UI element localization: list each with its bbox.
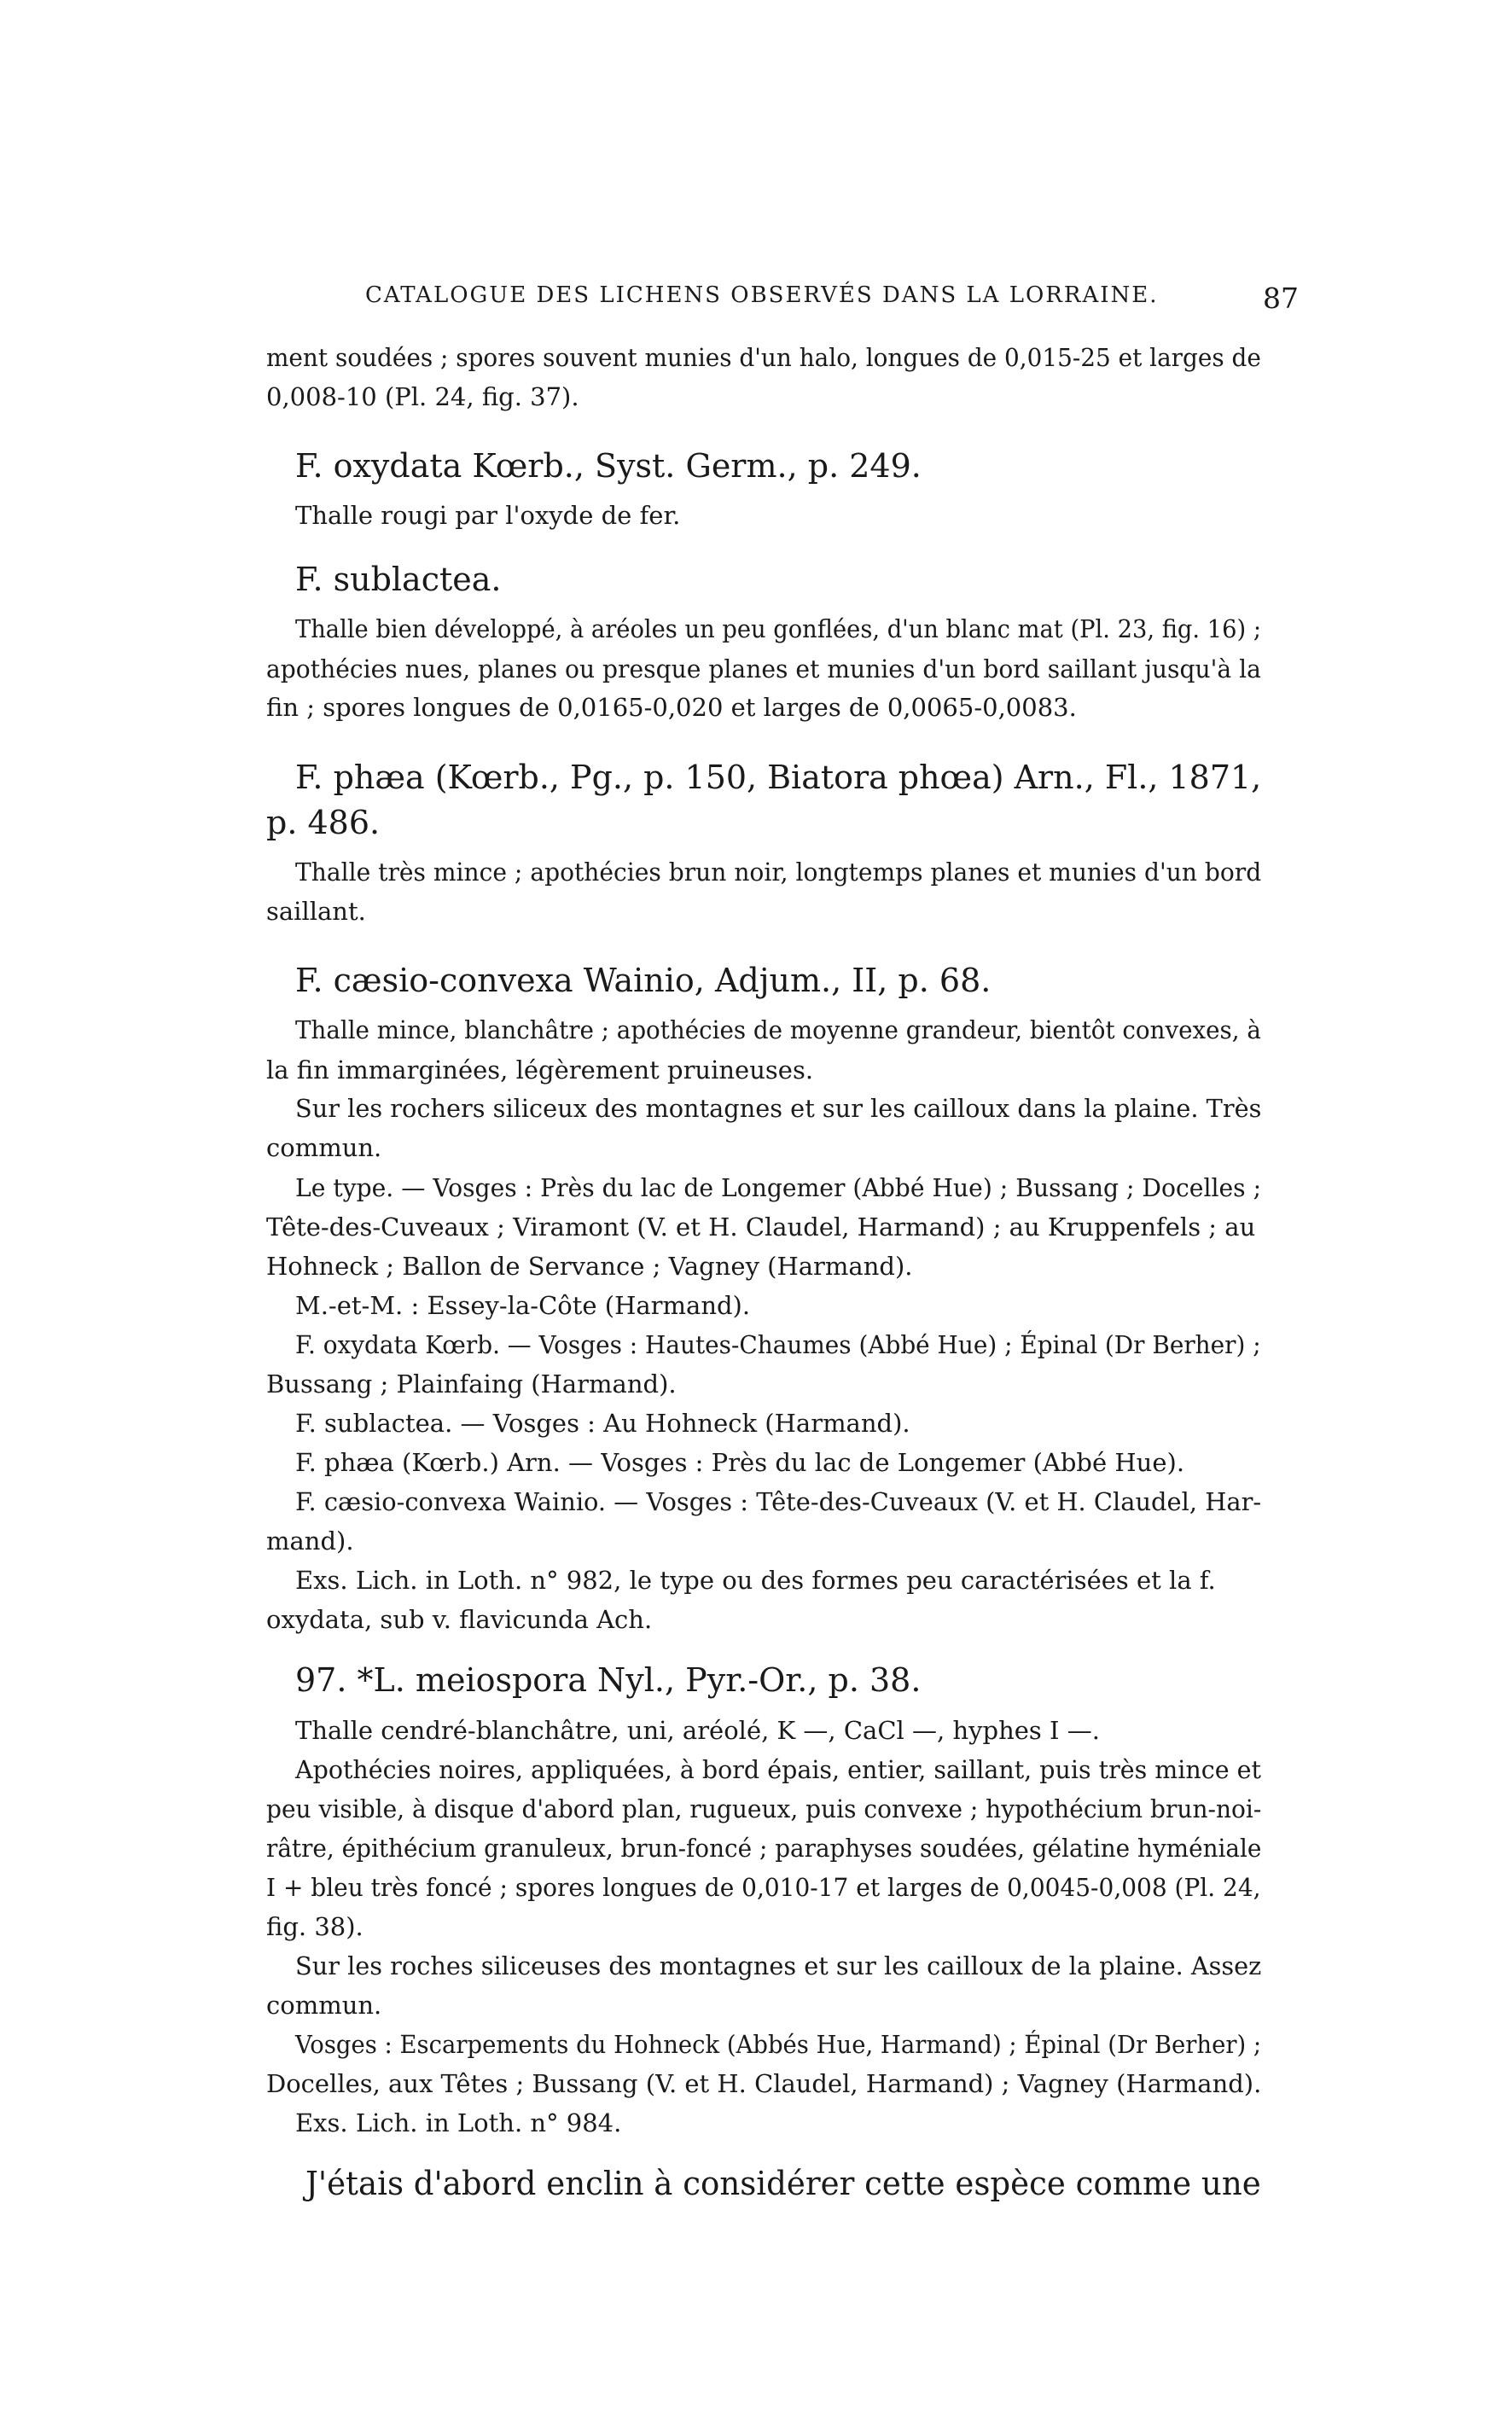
text-line: M.-et-M. : Essey-la-Côte (Harmand). [295, 1291, 751, 1320]
text-line: Thalle bien développé, à aréoles un peu gonflées, d'un blanc mat (Pl. 23, fig. 16) ; [295, 614, 1262, 643]
text-line: F. phæa (Kœrb.) Arn. — Vosges : Près du lac de Longemer (Abbé Hue). [295, 1448, 1185, 1477]
heading-form-sublactea: F. sublactea. [295, 561, 502, 598]
text-line: F. oxydata Kœrb. — Vosges : Hautes-Chaumes (Abbé Hue) ; Épinal (Dr Berher) ; [295, 1330, 1261, 1359]
text-line: fig. 38). [266, 1912, 363, 1941]
text-line: Tête-des-Cuveaux ; Viramont (V. et H. Claudel, Harmand) ; au Kruppenfels ; au [266, 1212, 1256, 1241]
text-line: Sur les rochers siliceux des montagnes et sur les cailloux dans la plaine. Très [295, 1094, 1262, 1123]
text-line: F. sublactea. — Vosges : Au Hohneck (Harmand). [295, 1409, 910, 1438]
text-line: Bussang ; Plainfaing (Harmand). [266, 1369, 677, 1398]
text-line: Thalle cendré-blanchâtre, uni, aréolé, K —, CaCl —, hyphes I —. [295, 1716, 1100, 1745]
text-line: I + bleu très foncé ; spores longues de 0,010-17 et larges de 0,0045-0,008 (Pl. 24, [266, 1873, 1261, 1902]
text-line: Exs. Lich. in Loth. n° 984. [295, 2108, 622, 2137]
text-line: Thalle très mince ; apothécies brun noir, longtemps planes et munies d'un bord [295, 858, 1262, 887]
text-line: Hohneck ; Ballon de Servance ; Vagney (Harmand). [266, 1252, 913, 1281]
text-line: ment soudées ; spores souvent munies d'un halo, longues de 0,015-25 et larges de [266, 343, 1261, 372]
text-line: 0,008-10 (Pl. 24, fig. 37). [266, 382, 579, 411]
text-line: Sur les roches siliceuses des montagnes et sur les cailloux de la plaine. Assez [295, 1951, 1262, 1980]
text-line: Exs. Lich. in Loth. n° 982, le type ou des formes peu caractérisées et la f. [295, 1566, 1216, 1595]
heading-form-phaea: F. phæa (Kœrb., Pg., p. 150, Biatora phœa) Arn., Fl., 1871, [295, 759, 1262, 796]
page-number: 87 [1263, 282, 1299, 315]
text-line: Apothécies noires, appliquées, à bord épais, entier, saillant, puis très mince et [295, 1755, 1261, 1784]
text-line: saillant. [266, 897, 366, 926]
heading-form-caesio-convexa: F. cæsio-convexa Wainio, Adjum., II, p. 68. [295, 962, 992, 999]
text-line: Vosges : Escarpements du Hohneck (Abbés Hue, Harmand) ; Épinal (Dr Berher) ; [295, 2030, 1262, 2059]
text-line: oxydata, sub v. flavicunda Ach. [266, 1605, 653, 1634]
text-line: Le type. — Vosges : Près du lac de Longemer (Abbé Hue) ; Bussang ; Docelles ; [295, 1173, 1262, 1202]
text-line: râtre, épithécium granuleux, brun-foncé ; paraphyses soudées, gélatine hyméniale [266, 1834, 1262, 1863]
text-line: fin ; spores longues de 0,0165-0,020 et larges de 0,0065-0,0083. [266, 693, 1077, 722]
heading-species-97: 97. *L. meiospora Nyl., Pyr.-Or., p. 38. [295, 1661, 922, 1699]
running-header: CATALOGUE DES LICHENS OBSERVÉS DANS LA LORRAINE. [365, 282, 1159, 308]
text-line: commun. [266, 1133, 382, 1162]
text-line: mand). [266, 1526, 354, 1555]
text-line-large: J'étais d'abord enclin à considérer cette espèce comme une [305, 2165, 1261, 2202]
text-line: Thalle mince, blanchâtre ; apothécies de moyenne grandeur, bientôt convexes, à [295, 1015, 1261, 1044]
text-line: Thalle rougi par l'oxyde de fer. [295, 501, 681, 530]
text-line: F. cæsio-convexa Wainio. — Vosges : Tête-des-Cuveaux (V. et H. Claudel, Har- [295, 1487, 1262, 1516]
heading-form-phaea-cont: p. 486. [266, 804, 381, 841]
text-line: peu visible, à disque d'abord plan, rugueux, puis convexe ; hypothécium brun-noi- [266, 1794, 1262, 1823]
text-line: Docelles, aux Têtes ; Bussang (V. et H. Claudel, Harmand) ; Vagney (Harmand). [266, 2069, 1262, 2098]
text-line: apothécies nues, planes ou presque planes et munies d'un bord saillant jusqu'à la [266, 654, 1261, 683]
heading-form-oxydata: F. oxydata Kœrb., Syst. Germ., p. 249. [295, 447, 922, 485]
text-line: la fin immarginées, légèrement pruineuses. [266, 1055, 814, 1084]
text-line: commun. [266, 1991, 382, 2020]
